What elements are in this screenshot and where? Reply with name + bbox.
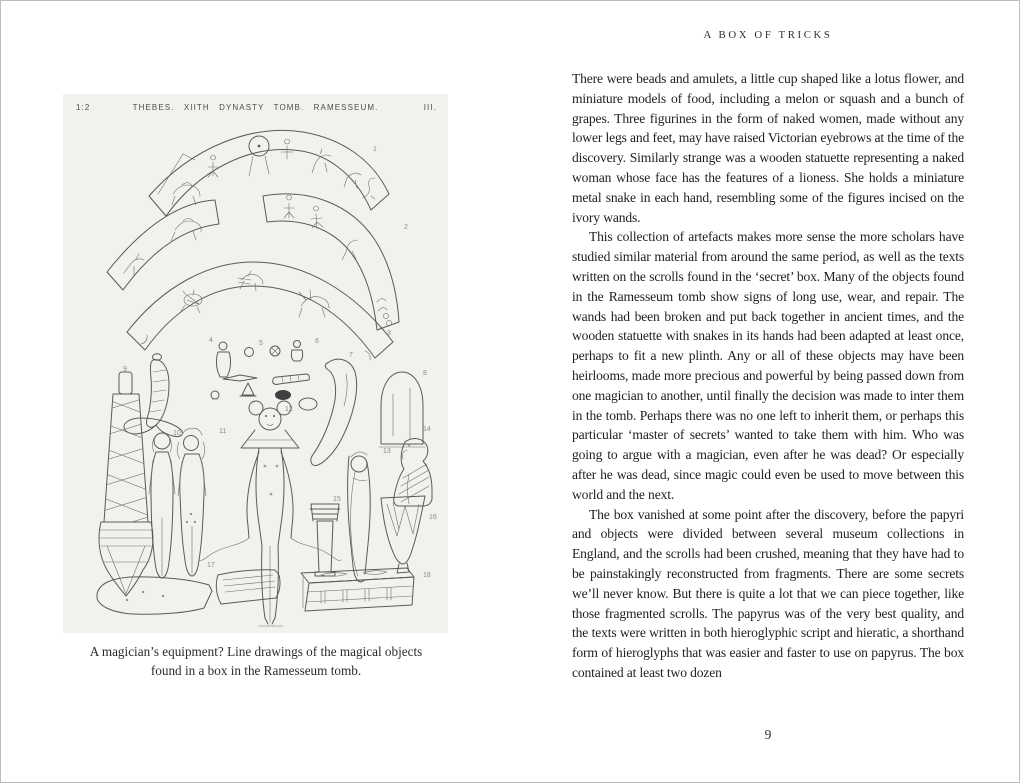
cobra-figurine — [124, 354, 183, 437]
figure-number: 6 — [315, 338, 319, 345]
baboon-figurine — [394, 439, 432, 506]
paragraph: The box vanished at some point after the discovery, before the papyri and objects were divided between several museum collections in England, and the scrolls had been crushed, meaning that they have had to be painstakingly reconstructed from fragments. There are some secrets we’ll never know. But there is quite a lot that we can piece together, like those fragmented scrolls. The papyrus was of the very best quality, and the texts were written in both hieroglyphic script and hieratic, a shorthand form of hieroglyphs that was easier and faster to use on papyrus. The box contained at least two dozen — [572, 506, 964, 680]
plate-illustration — [63, 94, 448, 633]
figurine-head — [348, 452, 371, 582]
figure-number: 17 — [207, 562, 215, 569]
figure-number: 13 — [383, 448, 391, 455]
figure-number: 11 — [219, 428, 227, 435]
figure-number: 18 — [423, 572, 431, 579]
paragraph: This collection of artefacts makes more sense the more scholars have studied similar material from around the same period, as well as the texts written on the scrolls found in the ‘secret’ box. Many of the objects found in the Ramesseum tomb show signs of long use, wear, and repair. The wands had been broken and put back together in ancient times, and the wooden statuette with snakes in its hands had been adapted at least once, perhaps to fit a new plinth. Any or all of these objects may have been heirlooms, made more precious and powerful by being passed down from one magician to another, until finally the decision was made to inter them in the tomb. Perhaps there was no one left to inherit them, or perhaps this particular ‘master of secrets’ wanted to take them with him. Who was going to argue with a magician, even after he was dead? Or especially after he was dead, since magic could even be used to move between this world and the next. — [572, 229, 964, 502]
patterned-staff — [93, 372, 158, 596]
figure-number: 9 — [123, 366, 127, 373]
plate-caption — [41, 643, 471, 680]
plate-scale-label: 1:2 — [76, 103, 91, 112]
column-amulet — [310, 504, 340, 576]
figure-number: 3 — [387, 330, 391, 337]
figure-number: 8 — [423, 370, 427, 377]
ivory-wand-2-right-fragment — [263, 194, 399, 330]
figure-number: 1 — [373, 146, 377, 153]
running-header: A BOX OF TRICKS — [703, 29, 833, 41]
figure-number: 14 — [423, 426, 431, 433]
figure-number: 10 — [173, 430, 181, 437]
figure-number: 5 — [259, 340, 263, 347]
figure-number: 7 — [349, 352, 353, 359]
plate-title: THEBES. XIITH DYNASTY TOMB. RAMESSEUM. — [132, 103, 379, 112]
ivory-wand-1 — [149, 130, 389, 216]
figure-number: 12 — [285, 406, 293, 413]
figure-number: 2 — [404, 224, 408, 231]
female-figurine-2 — [177, 429, 206, 576]
body-text — [572, 69, 964, 683]
figure-number: 16 — [429, 514, 437, 521]
plate — [63, 94, 448, 633]
caption-line-1: A magician’s equipment? Line drawings of the magical objects — [89, 644, 423, 659]
curved-clapper-amulet — [311, 359, 357, 465]
dome-object — [379, 372, 425, 447]
paragraph: There were beads and amulets, a little cup shaped like a lotus flower, and miniature models of food, including a melon or squash and a bunch of grapes. Three figurines in the form of naked women, made without any lower legs and feet, may have raised Victorian eyebrows at the time of the discovery. Similarly strange was a wooden statuette representing a naked woman whose face has the features of a lioness. She holds a miniature metal snake in each hand, resembling some of the figures incised on the ivory wands. — [572, 71, 964, 225]
plate-number: III. — [423, 103, 437, 112]
right-page — [572, 1, 964, 784]
female-figurine-1 — [149, 433, 175, 578]
figure-number: 15 — [333, 496, 341, 503]
figure-number: 4 — [209, 337, 213, 344]
beads-and-amulets — [211, 341, 317, 411]
page-number: 9 — [764, 727, 772, 742]
decorated-cup — [381, 496, 425, 573]
caption-line-2: found in a box in the Ramesseum tomb. — [150, 662, 362, 678]
ivory-wand-2-left-fragment — [107, 200, 219, 290]
wand-fragments — [97, 570, 280, 615]
